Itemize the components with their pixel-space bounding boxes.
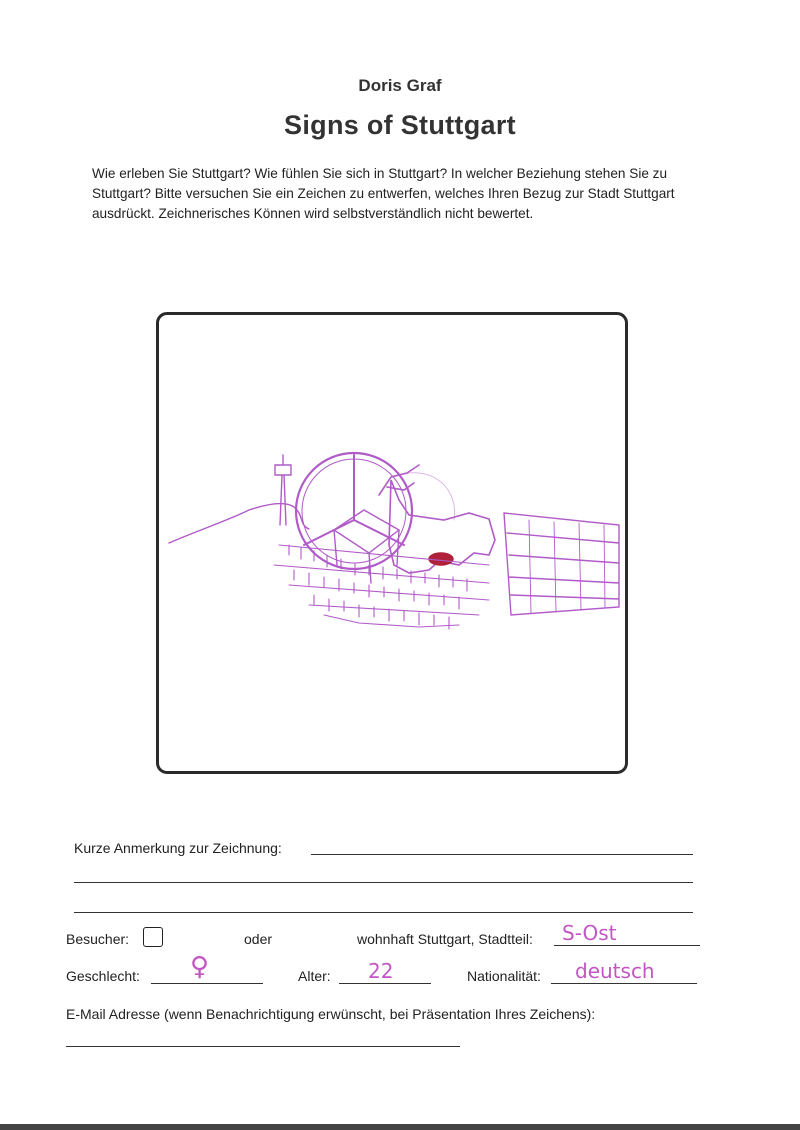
nationality-value: deutsch <box>575 959 655 983</box>
visitor-label: Besucher: <box>66 931 130 947</box>
resident-label: wohnhaft Stuttgart, Stadtteil: <box>357 931 533 947</box>
comment-line-1[interactable] <box>311 854 693 855</box>
age-label: Alter: <box>298 968 331 984</box>
nationality-label: Nationalität: <box>467 968 541 984</box>
district-value: S-Ost <box>562 921 617 945</box>
visitor-checkbox[interactable] <box>143 927 163 947</box>
district-line[interactable] <box>554 945 700 946</box>
age-value: 22 <box>368 959 394 983</box>
comment-line-3[interactable] <box>74 912 693 913</box>
nationality-line[interactable] <box>551 983 697 984</box>
sketch-drawing <box>159 315 625 771</box>
email-label: E-Mail Adresse (wenn Benachrichtigung erwünscht, bei Präsentation Ihres Zeichens): <box>66 1006 596 1022</box>
comment-label: Kurze Anmerkung zur Zeichnung: <box>74 840 282 856</box>
gender-value: ♀ <box>190 952 210 982</box>
scan-edge <box>0 1124 800 1130</box>
gender-line[interactable] <box>151 983 263 984</box>
age-line[interactable] <box>339 983 431 984</box>
email-line[interactable] <box>66 1046 460 1047</box>
gender-label: Geschlecht: <box>66 968 140 984</box>
drawing-frame <box>156 312 628 774</box>
author-name: Doris Graf <box>358 76 442 95</box>
comment-line-2[interactable] <box>74 882 693 883</box>
intro-text: Wie erleben Sie Stuttgart? Wie fühlen Sie sich in Stuttgart? In welcher Beziehung stehen Sie zu Stuttgart? Bitte versuchen Sie ein Zeichen zu entwerfen, welches Ihren Bezug zur Stadt Stuttgart ausdrückt. Zeichnerisches Können wird selbstverständlich nicht bewertet. <box>92 166 675 221</box>
or-label: oder <box>244 931 273 947</box>
page-title: Signs of Stuttgart <box>284 110 516 140</box>
